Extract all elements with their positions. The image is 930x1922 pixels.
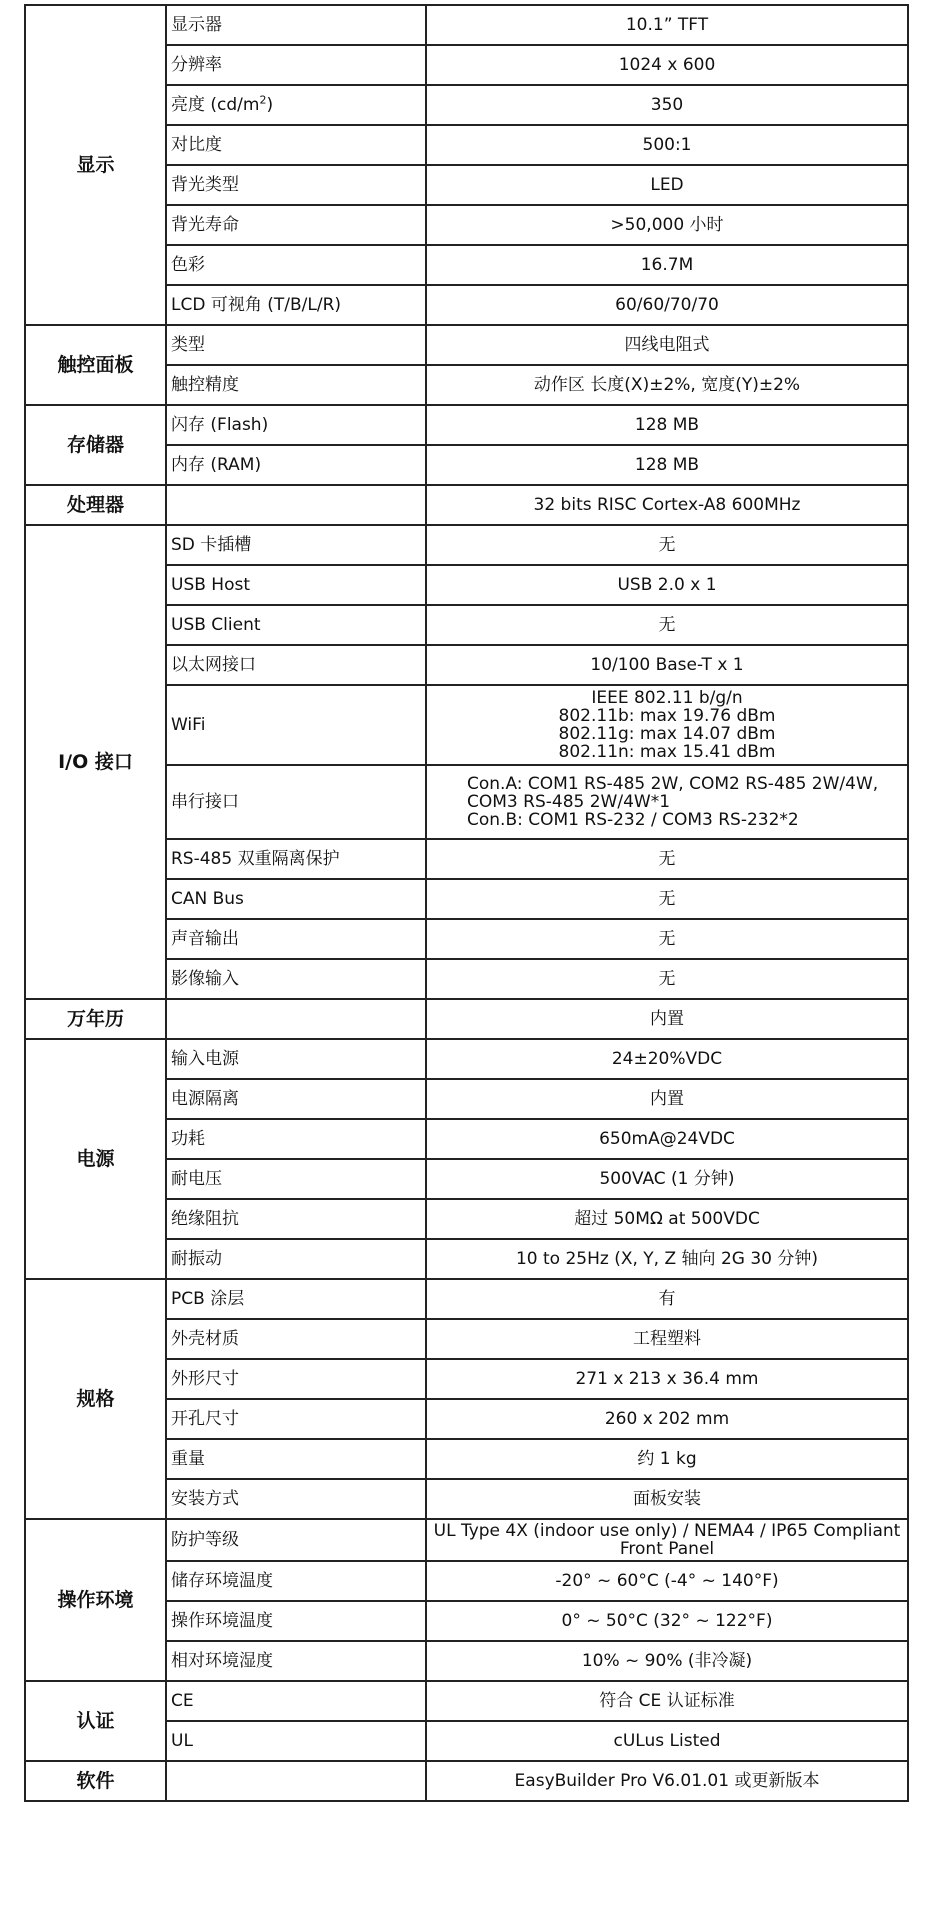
spec-value-line: 802.11n: max 15.41 dBm — [558, 742, 776, 762]
spec-row — [25, 525, 908, 565]
spec-value-line: Front Panel — [619, 1539, 715, 1559]
spec-value: >50,000 小时 — [426, 205, 908, 245]
spec-value: 24±20%VDC — [426, 1039, 908, 1079]
spec-value: EasyBuilder Pro V6.01.01 或更新版本 — [426, 1761, 908, 1801]
spec-label: 色彩 — [166, 245, 426, 285]
spec-value: 260 x 202 mm — [426, 1399, 908, 1439]
spec-label: RS-485 双重隔离保护 — [166, 839, 426, 879]
spec-value-line: 802.11b: max 19.76 dBm — [558, 706, 776, 726]
spec-value: 无 — [426, 605, 908, 645]
category-cell: 处理器 — [25, 485, 166, 525]
spec-value: USB 2.0 x 1 — [426, 565, 908, 605]
spec-label: USB Client — [166, 605, 426, 645]
spec-value: 无 — [426, 839, 908, 879]
spec-value: 128 MB — [426, 405, 908, 445]
spec-label — [166, 1761, 426, 1801]
spec-value: cULus Listed — [426, 1721, 908, 1761]
spec-label: LCD 可视角 (T/B/L/R) — [166, 285, 426, 325]
spec-label: 影像输入 — [166, 959, 426, 999]
spec-label-superscript: 2 — [259, 93, 267, 107]
spec-label: UL — [166, 1721, 426, 1761]
spec-label — [166, 485, 426, 525]
spec-value: 符合 CE 认证标准 — [426, 1681, 908, 1721]
category-cell: 电源 — [25, 1039, 166, 1279]
spec-value: 超过 50MΩ at 500VDC — [426, 1199, 908, 1239]
spec-label: 防护等级 — [166, 1519, 426, 1561]
spec-row — [25, 1761, 908, 1801]
spec-label — [166, 85, 426, 125]
spec-value: 无 — [426, 919, 908, 959]
category-cell: 规格 — [25, 1279, 166, 1519]
spec-label: 分辨率 — [166, 45, 426, 85]
spec-label: 背光寿命 — [166, 205, 426, 245]
spec-value: 32 bits RISC Cortex-A8 600MHz — [426, 485, 908, 525]
spec-value: 10.1” TFT — [426, 5, 908, 45]
spec-value-line: Con.A: COM1 RS-485 2W, COM2 RS-485 2W/4W, — [467, 774, 879, 794]
spec-label: 外形尺寸 — [166, 1359, 426, 1399]
spec-label: 背光类型 — [166, 165, 426, 205]
spec-label: 安装方式 — [166, 1479, 426, 1519]
spec-value: 10% ~ 90% (非冷凝) — [426, 1641, 908, 1681]
spec-label-suffix: ) — [266, 95, 274, 115]
spec-value: 内置 — [426, 1079, 908, 1119]
spec-row — [25, 1279, 908, 1319]
spec-label: SD 卡插槽 — [166, 525, 426, 565]
spec-row — [25, 999, 908, 1039]
spec-value: 350 — [426, 85, 908, 125]
spec-label: 以太网接口 — [166, 645, 426, 685]
spec-label — [166, 999, 426, 1039]
spec-label: 显示器 — [166, 5, 426, 45]
spec-value: 1024 x 600 — [426, 45, 908, 85]
spec-value: 128 MB — [426, 445, 908, 485]
spec-value: 动作区 长度(X)±2%, 宽度(Y)±2% — [426, 365, 908, 405]
category-cell: 认证 — [25, 1681, 166, 1761]
category-cell: 软件 — [25, 1761, 166, 1801]
spec-label: 相对环境湿度 — [166, 1641, 426, 1681]
spec-value: 271 x 213 x 36.4 mm — [426, 1359, 908, 1399]
spec-value: 0° ~ 50°C (32° ~ 122°F) — [426, 1601, 908, 1641]
spec-row — [25, 485, 908, 525]
spec-value-line: IEEE 802.11 b/g/n — [591, 688, 743, 708]
spec-value: 500:1 — [426, 125, 908, 165]
spec-row — [25, 1519, 908, 1561]
spec-label: 开孔尺寸 — [166, 1399, 426, 1439]
spec-value-line: Con.B: COM1 RS-232 / COM3 RS-232*2 — [467, 810, 799, 830]
spec-label: WiFi — [166, 685, 426, 765]
spec-value: 四线电阻式 — [426, 325, 908, 365]
spec-value — [426, 1519, 908, 1561]
spec-label: 绝缘阻抗 — [166, 1199, 426, 1239]
spec-value: 面板安装 — [426, 1479, 908, 1519]
spec-value-line: UL Type 4X (indoor use only) / NEMA4 / IP65 Compliant — [433, 1521, 901, 1541]
spec-label: 触控精度 — [166, 365, 426, 405]
spec-label: 耐电压 — [166, 1159, 426, 1199]
spec-value-line: 802.11g: max 14.07 dBm — [558, 724, 776, 744]
spec-value: 约 1 kg — [426, 1439, 908, 1479]
spec-value: 500VAC (1 分钟) — [426, 1159, 908, 1199]
spec-value: 16.7M — [426, 245, 908, 285]
spec-row — [25, 405, 908, 445]
spec-label: CE — [166, 1681, 426, 1721]
spec-row — [25, 1039, 908, 1079]
spec-value — [426, 685, 908, 765]
category-cell: 存储器 — [25, 405, 166, 485]
spec-value: 650mA@24VDC — [426, 1119, 908, 1159]
spec-value: 工程塑料 — [426, 1319, 908, 1359]
spec-row — [25, 325, 908, 365]
spec-label: 电源隔离 — [166, 1079, 426, 1119]
spec-label: 外壳材质 — [166, 1319, 426, 1359]
spec-value: 有 — [426, 1279, 908, 1319]
spec-label-text: 亮度 (cd/m — [171, 95, 260, 115]
spec-label: 重量 — [166, 1439, 426, 1479]
spec-label: 输入电源 — [166, 1039, 426, 1079]
spec-label: PCB 涂层 — [166, 1279, 426, 1319]
spec-table — [24, 4, 909, 1802]
spec-value: 无 — [426, 879, 908, 919]
spec-value: 10/100 Base-T x 1 — [426, 645, 908, 685]
category-cell: 显示 — [25, 5, 166, 325]
spec-label: 声音输出 — [166, 919, 426, 959]
spec-label: 操作环境温度 — [166, 1601, 426, 1641]
category-cell: 万年历 — [25, 999, 166, 1039]
spec-value: 60/60/70/70 — [426, 285, 908, 325]
category-cell: 操作环境 — [25, 1519, 166, 1681]
spec-label: 对比度 — [166, 125, 426, 165]
spec-label: 储存环境温度 — [166, 1561, 426, 1601]
spec-label: 类型 — [166, 325, 426, 365]
spec-value: 无 — [426, 525, 908, 565]
spec-label: 串行接口 — [166, 765, 426, 839]
spec-value — [426, 765, 908, 839]
spec-row — [25, 1681, 908, 1721]
spec-value: 无 — [426, 959, 908, 999]
spec-label: 内存 (RAM) — [166, 445, 426, 485]
spec-value: LED — [426, 165, 908, 205]
spec-label: USB Host — [166, 565, 426, 605]
spec-value-line: COM3 RS-485 2W/4W*1 — [467, 792, 671, 812]
spec-value: -20° ~ 60°C (-4° ~ 140°F) — [426, 1561, 908, 1601]
spec-label: 耐振动 — [166, 1239, 426, 1279]
spec-label: CAN Bus — [166, 879, 426, 919]
spec-label: 功耗 — [166, 1119, 426, 1159]
category-cell: 触控面板 — [25, 325, 166, 405]
spec-value: 10 to 25Hz (X, Y, Z 轴向 2G 30 分钟) — [426, 1239, 908, 1279]
category-cell: I/O 接口 — [25, 525, 166, 999]
spec-value: 内置 — [426, 999, 908, 1039]
spec-label: 闪存 (Flash) — [166, 405, 426, 445]
spec-row — [25, 5, 908, 45]
